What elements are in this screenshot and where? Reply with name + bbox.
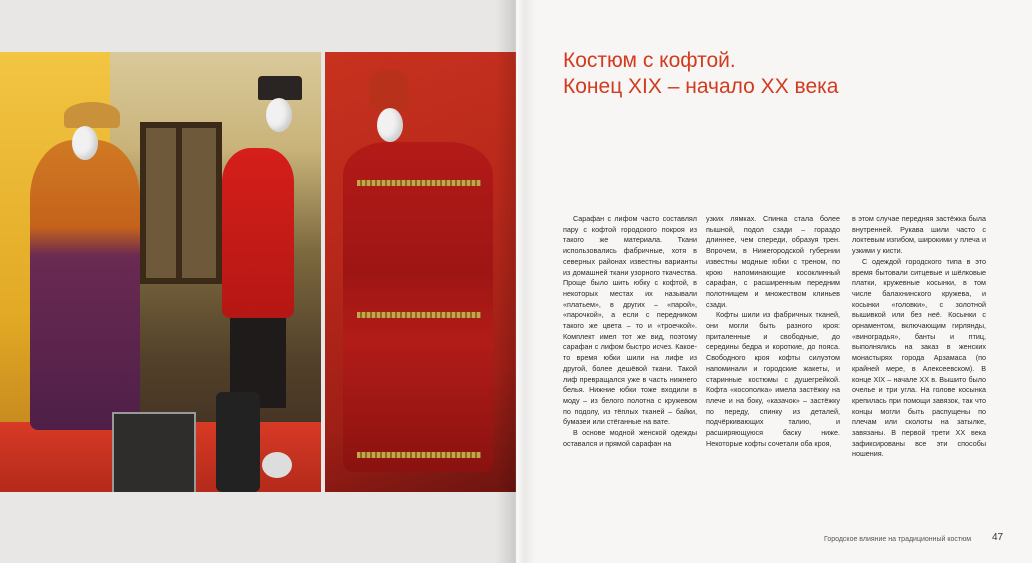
headdress [64,102,120,128]
title-line-2: Конец XIX – начало XX века [563,75,839,98]
mannequin-stand [262,452,292,478]
red-headdress [369,70,409,110]
gold-fringe [357,452,481,458]
running-footer: Городское влияние на традиционный костюм [824,536,972,543]
exhibit-window-frame [140,122,222,284]
red-costume-with-jacket [343,142,493,472]
page-number: 47 [992,532,1004,543]
page-title [563,48,943,100]
womens-costume [30,140,140,430]
paragraph: С одеждой городского типа в это время бытовали ситцевые и шёлковые платки, кружевные косынки, в том числе балахнинского кружева, и косынки «головки», с золотной вышивкой или без неё. Косынки с орнаментом, включающим гирлянды, «виноградья», банты и птиц, выполнялись на заказ в женских монастырях города Арзамаса (по крайней мере, в Алексеевском). В конце XIX – начале XX в. Вышито было очелье и три угла. На голове косынка крепилась при помощи завязок, так что концы могли быть распущены по плечам или сколоты на затылке, завязаны. В первой трети XX века зафиксированы все эти способы ношения. [852,256,986,459]
book-gutter [496,0,536,563]
paragraph: в этом случае передняя застёжка была внутренней. Рукава шили часто с локтевым изгибом, широкими у плеча и узкими у кисти. [852,214,986,256]
paragraph: Сарафан с лифом часто составлял пару с кофтой городского покроя из такого же материала. Ткани использовались фабричные, хотя в северных районах известны варианты из домашней ткани узорного ткачества. Проще было шить юбку с кофтой, в некоторых местах их называли «платьем», в других – «парой», «парочкой», а если с передником такого же цвета – то и «троечкой». Комплект имел тот же вид, поэтому сарафан с лифом быстро исчез. Какое-то время юбки шили на лифе из другой, более дешёвой ткани. Такой лиф превращался уже в часть нижнего белья. Нижние юбки тоже входили в моду – из белого полотна с кружевом по подолу, из тёплых тканей – байки, бумазеи или стёганные на вате. [563,214,697,427]
boots [216,392,260,492]
text-column-1 [563,214,697,449]
paragraph: узких лямках. Спинка стала более пышной, подол сзади – гораздо длиннее, чем спереди, образуя трен. Впрочем, в Нижегородской губернии известны модные юбки с треном, по крою напоминающие косоклинный сарафан, с расширенным передним полотнищем и множеством клиньев сзади. [706,214,840,309]
gold-fringe [357,180,481,186]
mannequin-head [72,126,98,160]
paragraph: В основе модной женской одежды оставался и прямой сарафан на [563,428,697,448]
text-column-2 [706,214,840,449]
mens-cap [258,76,302,100]
costume-photo-left [0,52,321,492]
mannequin-head [377,108,403,142]
gold-fringe [357,312,481,318]
text-column-3 [852,214,986,460]
paragraph: Кофты шили из фабричных тканей, они могли быть разного кроя: приталенные и свободные, до середины бедра и короткие, до пояса. Свободного кроя кофты силуэтом напоминали и городские жакеты, и старинные костюмы с душегрейкой. Кофта «косополка» имела застёжку на плече и на боку, «казачок» – застёжку по переду, спинку из деталей, подчёркивающих талию, и расширяющуюся баску ниже. Некоторые кофты сочетали оба кроя, [706,310,840,448]
costume-photo-right [325,52,516,492]
decorated-box [112,412,196,492]
mannequin-head [266,98,292,132]
title-line-1: Костюм с кофтой. [563,49,736,72]
mens-shirt [222,148,294,318]
